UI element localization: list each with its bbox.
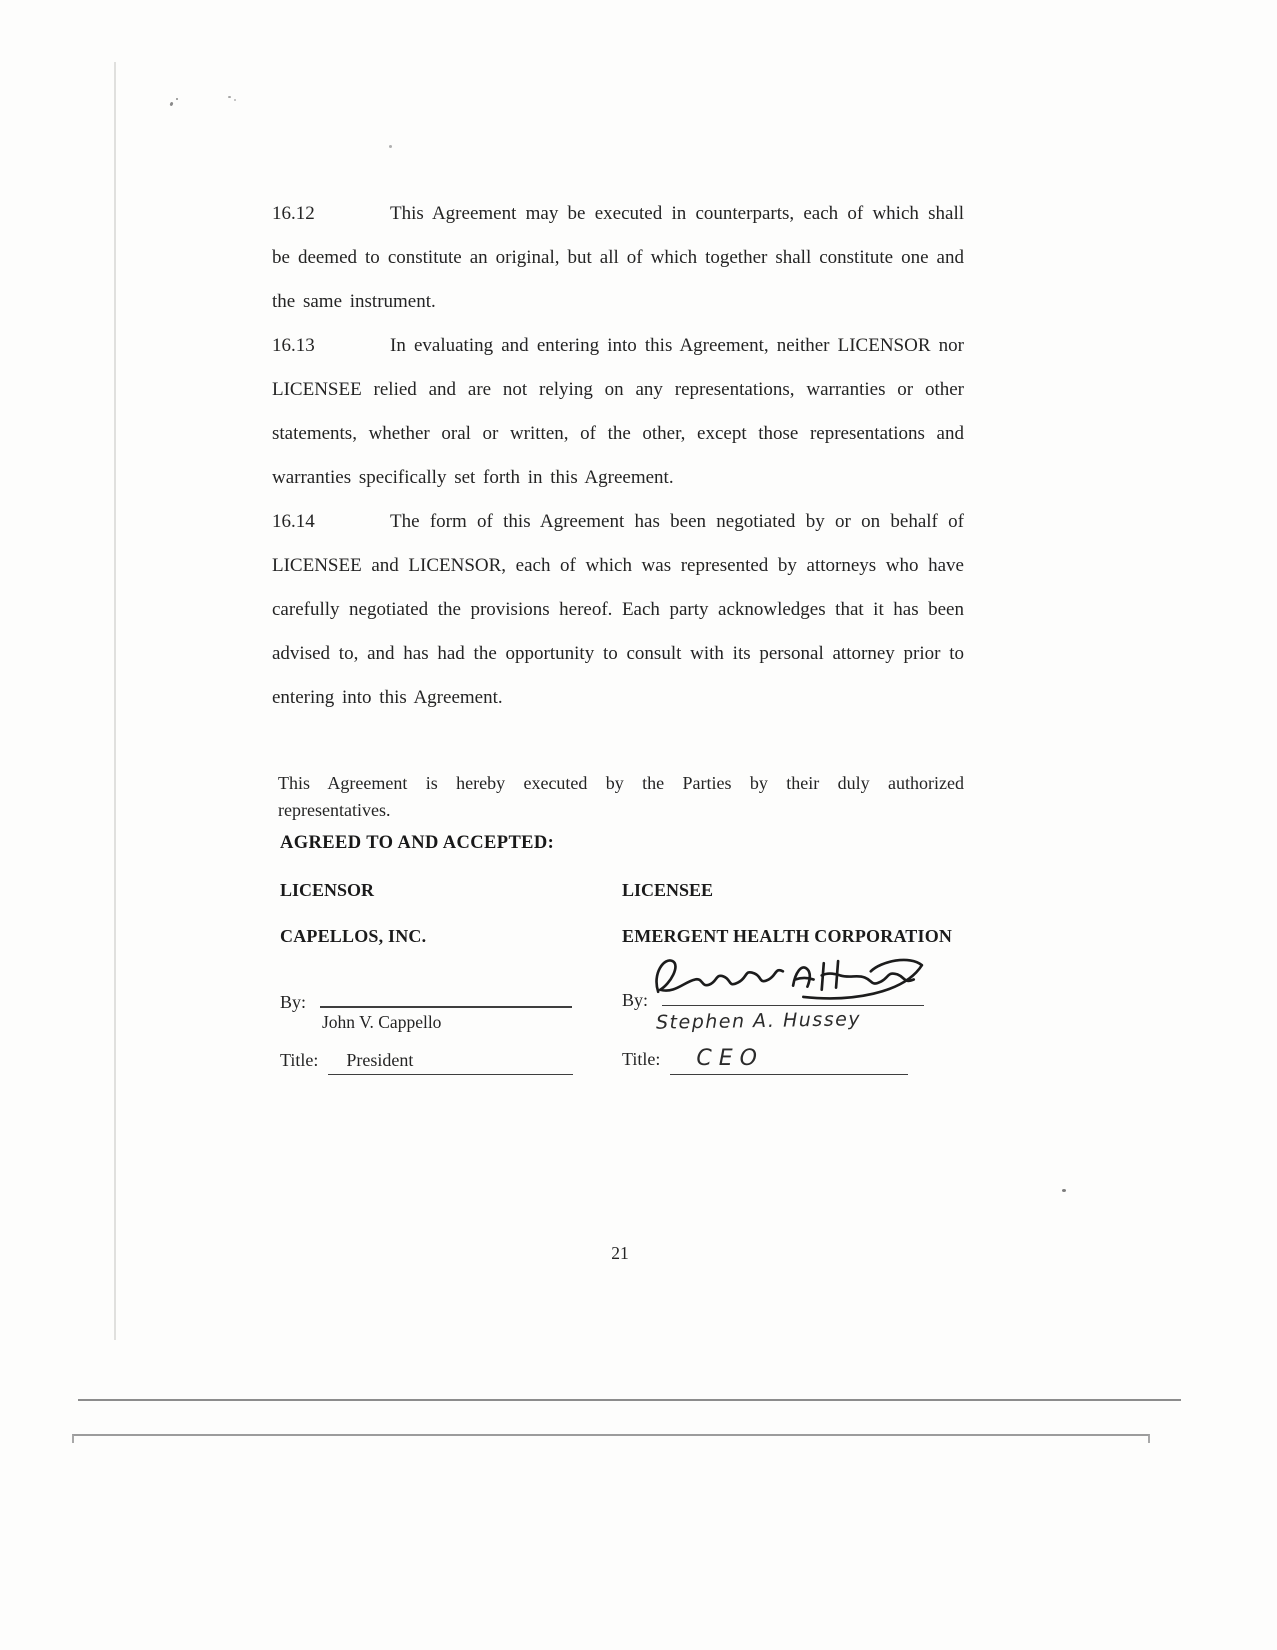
section-16-14 [272, 500, 964, 720]
execution-statement: This Agreement is hereby executed by the Parties by their duly authorized representatives. [278, 773, 964, 820]
licensor-signature-line [320, 988, 572, 1008]
page-number: 21 [611, 1243, 629, 1263]
section-16-13 [272, 324, 964, 500]
scan-speck [169, 102, 173, 107]
scan-bottom-line [78, 1399, 1181, 1401]
section-number: 16.12 [272, 203, 315, 224]
licensee-title-value [670, 1046, 908, 1075]
scan-speck [234, 99, 236, 101]
scan-edge-line [114, 62, 116, 1340]
licensee-company-name: EMERGENT HEALTH CORPORATION [622, 926, 953, 946]
scan-speck [389, 145, 392, 148]
licensee-title-handwritten: CEO [696, 1046, 764, 1071]
licensor-printed-name: John V. Cappello [322, 1012, 442, 1032]
scan-next-page-edge [72, 1434, 1150, 1443]
scan-speck [176, 98, 178, 100]
licensee-by-label: By: [622, 990, 649, 1010]
licensor-title-row [280, 1050, 573, 1075]
licensee-title-row [622, 1046, 908, 1075]
section-number: 16.13 [272, 335, 315, 356]
scan-speck [228, 96, 231, 98]
licensee-role-heading: LICENSEE [622, 880, 714, 900]
licensee-printed-name: Stephen A. Hussey [655, 1008, 862, 1034]
section-text: This Agreement may be executed in counterparts, each of which shall be deemed to constitute an original, but all of which together shall constitute one and the same instrument. [272, 203, 964, 312]
licensor-by-row [280, 988, 572, 1013]
agreement-body [272, 192, 964, 720]
licensee-title-label: Title: [622, 1049, 661, 1069]
section-number: 16.14 [272, 511, 315, 532]
licensor-title-label: Title: [280, 1050, 319, 1070]
licensor-title-value: President [328, 1050, 573, 1075]
section-text: In evaluating and entering into this Agreement, neither LICENSOR nor LICENSEE relied and are not relying on any representations, warranties or other statements, whether oral or written, of the other, except those representations and warranties specifically set forth in this Agreement. [272, 335, 964, 488]
licensor-company-name: CAPELLOS, INC. [280, 926, 427, 946]
licensor-role-heading: LICENSOR [280, 880, 375, 900]
section-text: The form of this Agreement has been negotiated by or on behalf of LICENSEE and LICENSOR, each of which was represented by attorneys who have carefully negotiated the provisions hereof. Each party acknowledges that it has been advised to, and has had the opportunity to consult with its personal attorney prior to entering into this Agreement. [272, 511, 964, 708]
licensor-by-label: By: [280, 992, 307, 1012]
licensee-signature-scrawl [650, 950, 926, 1008]
agreed-heading: AGREED TO AND ACCEPTED: [280, 833, 555, 853]
scan-speck [1062, 1189, 1066, 1192]
section-16-12 [272, 192, 964, 324]
